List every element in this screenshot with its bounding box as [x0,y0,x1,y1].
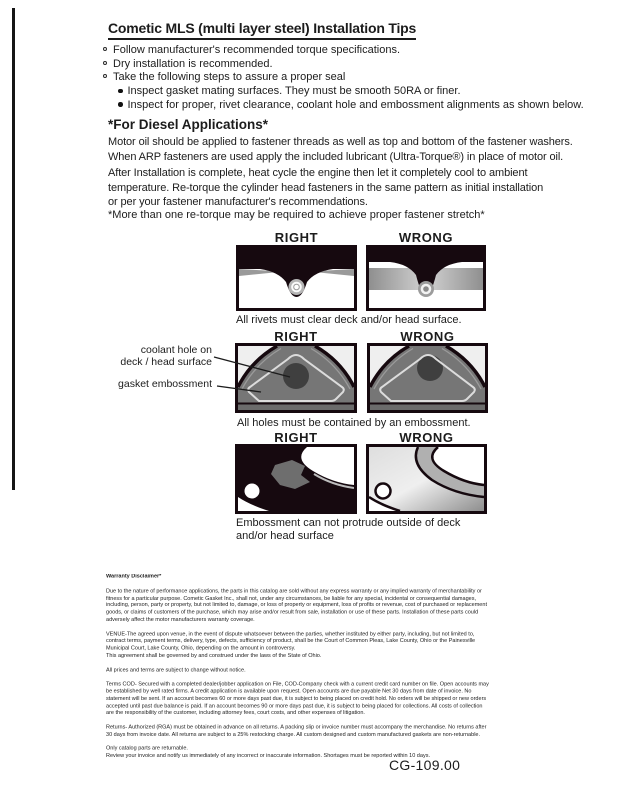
row1-right-label: RIGHT [274,230,319,245]
protrude-right-illustration [235,444,357,514]
filled-bullet-icon [118,102,123,107]
bullet-item [103,44,400,58]
legal-line: Terms COD- Secured with a completed dealer/jobber application on File, COD-Company check with a current credit card number on file. Open accounts may [106,681,489,688]
legal-line: All prices and terms are subject to change without notice. [106,667,246,673]
rivet-wrong-illustration [366,245,486,311]
row3-right-label: RIGHT [274,430,318,445]
legal-block [106,574,511,768]
legal-line: goods, or claims of customers of the purchase, which may arise and/or result from sale, installation or use of these parts. Installation of these parts could [106,610,479,616]
legal-line: adversely affect the motor manufacturers warranty coverage. [106,617,255,623]
filled-bullet-icon [118,89,123,94]
open-bullet-icon [103,47,107,51]
legal-line: are the responsibility of the customer, including attorney fees, court costs, and other expenses of litigation. [106,710,365,716]
diesel-paragraph-2 [108,166,543,210]
row2-right-label: RIGHT [274,329,318,344]
text-line: After Installation is complete, heat cycle the engine then let it completely cool to ambient [108,167,528,179]
legal-line: be established by well rated firms. A credit application is available upon request. Open accounts are due payable Net 30 days from date of invoice. No [106,688,472,695]
legal-line: fitness for a particular purpose. Cometic Gasket Inc., shall not, under any circumstances, be liable for any special, incidental or consequential damages, [106,595,477,602]
row1-wrong-label: WRONG [398,230,454,245]
callout-line: coolant hole on [140,344,212,356]
callout-line: gasket embossment [118,378,212,390]
legal-line: Municipal Court, Lake County, Ohio, depending on the amount in controversy. [106,645,296,652]
row2-wrong-label: WRONG [400,329,455,344]
warranty-disclaimer-heading: Warranty Disclaimer* [106,574,162,580]
sub-bullet-item [118,85,584,99]
scan-artifact-line [12,8,15,490]
open-bullet-icon [103,74,107,78]
text-line: temperature. Re-torque the cylinder head fasteners in the same pattern as initial installation [108,181,544,194]
sub-bullet-text: Inspect gasket mating surfaces. They must be smooth 50RA or finer. [127,85,461,97]
text-line: Motor oil should be applied to fastener threads as well as top and bottom of the fastener washers. [108,136,573,148]
diesel-heading: *For Diesel Applications* [108,117,269,132]
page-code: CG-109.00 [389,757,461,773]
retorque-note: *More than one re-torque may be required to achieve proper fastener stretch* [108,209,485,221]
legal-line: Review your invoice and notify us immediately of any incorrect or inaccurate information. Shortages must be reported within 10 days. [106,753,430,760]
legal-line: including, person, party or property, but not limited to, damage, or loss of property or equipment, loss of profits or revenue, cost of purchased or replacement [106,602,487,609]
legal-line: accepted until past due balance is paid. If an account becomes 90 or more days past due, it is subject to being placed for collections. All costs of collection [106,703,483,709]
caption-line: Embossment can not protrude outside of deck [236,517,461,529]
returns-paragraph [106,725,511,739]
protrude-right-diagram [235,444,357,514]
legal-line: contract terms, payment terms, delivery, type, defects, sufficiency of product, shall be the Court of Common Pleas, Lake County, Ohio or the Painesville [106,638,476,645]
rivet-wrong-diagram [366,245,486,311]
callout-line: deck / head surface [120,355,212,368]
row3-wrong-label: WRONG [399,430,454,445]
protrude-wrong-diagram [366,444,487,514]
rivet-right-diagram [236,245,357,311]
venue-paragraph [106,632,511,661]
bullet-text: Dry installation is recommended. [113,57,273,70]
protrude-wrong-illustration [366,444,487,514]
tips-sub-bullet-list [118,85,584,112]
row2-caption: All holes must be contained by an embossment. [237,417,471,429]
rivet-right-illustration [236,245,357,311]
prices-line [106,667,511,674]
bullet-text: Take the following steps to assure a proper seal [113,71,346,84]
bullet-text: Follow manufacturer's recommended torque specifications. [113,44,401,56]
text-line: When ARP fasteners are used apply the included lubricant (Ultra-Torque®) in place of motor oil. [108,150,564,163]
sub-bullet-text: Inspect for proper, rivet clearance, coolant hole and embossment alignments as shown below. [127,98,584,111]
diesel-paragraph-1 [108,135,573,164]
legal-line: Only catalog parts are returnable. [106,746,188,752]
legal-line: VENUE-The agreed upon venue, in the event of dispute whatsoever between the parties, whether instituted by either party, including, but not limited to, [106,631,475,638]
terms-paragraph [106,682,511,718]
text-line: or per your fastener manufacturer's recommendations. [108,196,368,208]
warranty-paragraph [106,589,511,625]
row3-caption [236,517,460,543]
legal-line: 30 days from invoice date. All returns are subject to a 25% restocking charge. All custom designed and custom manufactured gaskets are non-returnable. [106,731,481,738]
bullet-item [103,58,400,72]
page-title: Cometic MLS (multi layer steel) Installation Tips [108,20,416,40]
callout-pointer-lines [88,338,500,420]
bullet-item [103,71,400,85]
legal-line: statement will be sent. If an account becomes 60 or more days past due, it is subject to being placed on credit hold. No orders will be shipped or new orders [106,696,487,702]
row1-caption: All rivets must clear deck and/or head surface. [236,314,462,326]
legal-line: Returns- Authorized (RGA) must be obtained in advance on all returns. A packing slip or invoice number must accompany the merchandise. No returns after [106,724,487,731]
sub-bullet-item [118,99,584,113]
legal-line: This agreement shall be governed by and construed under the laws of the State of Ohio. [106,653,322,659]
tips-bullet-list [103,44,400,85]
open-bullet-icon [103,61,107,65]
legal-line: Due to the nature of performance applications, the parts in this catalog are sold without any express warranty or any implied warranty of merchantability or [106,588,482,595]
caption-line: and/or head surface [236,530,334,542]
